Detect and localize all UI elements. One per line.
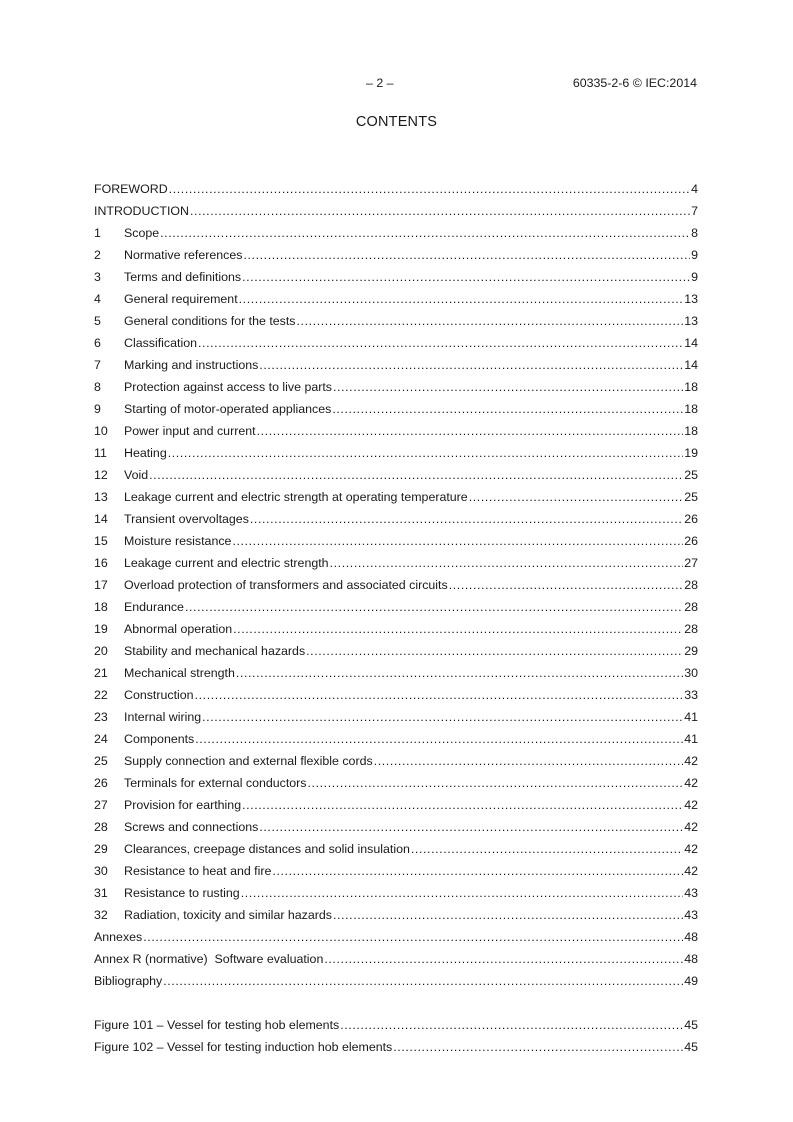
dot-leader [243,244,690,266]
toc-entry[interactable] [94,750,698,772]
toc-entry[interactable] [94,200,698,222]
toc-entry[interactable] [94,860,698,882]
toc-entry-label: Classification [124,336,197,350]
toc-entry-label: Terms and definitions [124,270,242,284]
toc-entry-page: 14 [684,336,698,350]
toc-entry-label: Resistance to heat and fire [124,864,272,878]
dot-leader [241,882,684,904]
dot-leader [411,838,683,860]
toc-entry-number: 7 [94,358,101,372]
toc-entry[interactable] [94,222,698,244]
toc-entry-number: 8 [94,380,101,394]
toc-entry[interactable] [94,794,698,816]
toc-entry[interactable] [94,772,698,794]
toc-entry[interactable] [94,354,698,376]
toc-entry-number: 5 [94,314,101,328]
page-number-marker: – 2 – [366,76,394,90]
toc-entry-number: 22 [94,688,108,702]
toc-entry-label: Abnormal operation [124,622,233,636]
document-reference: 60335-2-6 © IEC:2014 [572,76,697,90]
toc-entry-label: Annexes [94,930,143,944]
toc-entry-number: 31 [94,886,108,900]
toc-entry-number: 6 [94,336,101,350]
toc-entry[interactable] [94,706,698,728]
toc-entry-label: Resistance to rusting [124,886,240,900]
toc-entry-label: Supply connection and external flexible cords [124,754,373,768]
dot-leader [250,508,683,530]
toc-entry[interactable] [94,574,698,596]
dot-leader [168,442,683,464]
section-spacer [94,992,698,1014]
dot-leader [169,178,690,200]
figure-entry[interactable] [94,1036,698,1058]
page-title: CONTENTS [355,114,438,130]
toc-entry-label: Protection against access to live parts [124,380,332,394]
toc-entry-label: Scope [124,226,160,240]
dot-leader [149,464,683,486]
toc-entry-page: 43 [684,908,698,922]
toc-entry-page: 48 [684,952,698,966]
dot-leader [469,486,684,508]
dot-leader [333,904,683,926]
toc-entry-label: Radiation, toxicity and similar hazards [124,908,332,922]
figure-list [94,1014,698,1058]
toc-entry[interactable] [94,728,698,750]
toc-entry[interactable] [94,376,698,398]
toc-entry-label: Endurance [124,600,184,614]
toc-entry-page: 13 [684,292,698,306]
toc-entry-page: 26 [684,534,698,548]
dot-leader [259,354,683,376]
dot-leader [160,222,690,244]
toc-entry-page: 42 [684,820,698,834]
toc-entry-number: 17 [94,578,108,592]
toc-entry-number: 20 [94,644,108,658]
dot-leader [239,288,684,310]
toc-entry-label: Components [124,732,195,746]
toc-entry-page: 27 [684,556,698,570]
toc-entry-label: Starting of motor-operated appliances [124,402,332,416]
toc-entry-page: 48 [684,930,698,944]
toc-entry-number: 2 [94,248,101,262]
table-of-contents [94,178,698,1058]
toc-entry-page: 18 [684,424,698,438]
toc-entry-page: 9 [691,248,698,262]
toc-entry-label: Screws and connections [124,820,259,834]
figure-entry[interactable] [94,1014,698,1036]
toc-entry-label: Annex R (normative) Software evaluation [94,952,324,966]
toc-entry-page: 42 [684,842,698,856]
toc-entry[interactable] [94,508,698,530]
toc-entry-page: 7 [691,204,698,218]
toc-entry-page: 42 [684,798,698,812]
figure-entry-page: 45 [684,1018,698,1032]
toc-entry-number: 1 [94,226,101,240]
dot-leader [272,860,683,882]
toc-entry-number: 4 [94,292,101,306]
toc-entry-number: 28 [94,820,108,834]
toc-entry-number: 11 [94,446,107,460]
toc-entry[interactable] [94,266,698,288]
toc-entry-page: 28 [684,600,698,614]
toc-entry-page: 25 [684,490,698,504]
toc-entry-label: Transient overvoltages [124,512,249,526]
toc-entry-label: Stability and mechanical hazards [124,644,306,658]
toc-entry-label: General requirement [124,292,238,306]
toc-entry-number: 27 [94,798,108,812]
toc-entry-number: 25 [94,754,108,768]
dot-leader [374,750,684,772]
toc-entry-page: 30 [684,666,698,680]
dot-leader [198,332,683,354]
toc-entry-page: 26 [684,512,698,526]
toc-entry[interactable] [94,552,698,574]
dot-leader [340,1014,683,1036]
toc-entry[interactable] [94,288,698,310]
toc-entry-page: 42 [684,754,698,768]
dot-leader [195,684,684,706]
figure-entry-label: Figure 101 – Vessel for testing hob elements [94,1018,340,1032]
toc-entry-page: 29 [684,644,698,658]
toc-entry-page: 25 [684,468,698,482]
toc-entry-page: 28 [684,578,698,592]
toc-entry[interactable] [94,596,698,618]
toc-entry-label: Leakage current and electric strength at operating temperature [124,490,468,504]
toc-entry-number: 19 [94,622,108,636]
toc-entry-page: 41 [684,710,698,724]
toc-entry-label: Terminals for external conductors [124,776,307,790]
toc-entry[interactable] [94,838,698,860]
toc-entry-page: 28 [684,622,698,636]
toc-entry-number: 26 [94,776,108,790]
dot-leader [324,948,683,970]
toc-entries [94,178,698,992]
toc-entry[interactable] [94,662,698,684]
toc-entry-number: 13 [94,490,108,504]
toc-entry-label: General conditions for the tests [124,314,296,328]
toc-entry-number: 21 [94,666,108,680]
dot-leader [332,398,683,420]
dot-leader [242,794,683,816]
dot-leader [297,310,684,332]
toc-entry-page: 14 [684,358,698,372]
toc-entry-label: Internal wiring [124,710,202,724]
toc-entry[interactable] [94,882,698,904]
dot-leader [236,662,683,684]
toc-entry-number: 32 [94,908,108,922]
dot-leader [163,970,683,992]
toc-entry[interactable] [94,332,698,354]
toc-entry-page: 42 [684,864,698,878]
toc-entry[interactable] [94,816,698,838]
toc-entry-label: Power input and current [124,424,256,438]
toc-entry-number: 9 [94,402,101,416]
toc-entry-page: 43 [684,886,698,900]
dot-leader [242,266,690,288]
toc-entry-number: 24 [94,732,108,746]
dot-leader [257,420,684,442]
dot-leader [233,618,683,640]
toc-entry[interactable] [94,904,698,926]
toc-entry-label: Moisture resistance [124,534,232,548]
toc-entry-label: Leakage current and electric strength [124,556,329,570]
toc-entry[interactable] [94,970,698,992]
toc-entry-label: Construction [124,688,194,702]
toc-entry[interactable] [94,618,698,640]
toc-entry-page: 18 [684,402,698,416]
dot-leader [185,596,683,618]
toc-entry-label: Mechanical strength [124,666,235,680]
toc-entry[interactable] [94,442,698,464]
dot-leader [190,200,690,222]
toc-entry[interactable] [94,926,698,948]
dot-leader [143,926,683,948]
toc-entry[interactable] [94,310,698,332]
toc-entry-page: 4 [691,182,698,196]
toc-entry[interactable] [94,948,698,970]
toc-entry-label: Provision for earthing [124,798,242,812]
toc-entry-label: Bibliography [94,974,163,988]
toc-entry-page: 42 [684,776,698,790]
dot-leader [195,728,683,750]
toc-entry-number: 14 [94,512,108,526]
toc-entry-number: 16 [94,556,108,570]
toc-entry-label: Normative references [124,248,243,262]
toc-entry-label: Clearances, creepage distances and solid insulation [124,842,410,856]
toc-entry[interactable] [94,486,698,508]
toc-entry-page: 13 [684,314,698,328]
toc-entry-number: 29 [94,842,108,856]
toc-entry-page: 41 [684,732,698,746]
toc-entry-label: Marking and instructions [124,358,259,372]
toc-entry-page: 8 [691,226,698,240]
toc-entry-label: Void [124,468,149,482]
toc-entry-number: 10 [94,424,108,438]
dot-leader [393,1036,683,1058]
toc-entry[interactable] [94,398,698,420]
toc-entry-label: Overload protection of transformers and associated circuits [124,578,448,592]
toc-entry-number: 18 [94,600,108,614]
toc-entry-number: 15 [94,534,108,548]
figure-entry-label: Figure 102 – Vessel for testing induction hob elements [94,1040,393,1054]
dot-leader [202,706,683,728]
toc-entry[interactable] [94,640,698,662]
dot-leader [259,816,683,838]
toc-entry[interactable] [94,684,698,706]
toc-entry-number: 12 [94,468,108,482]
toc-entry-label: FOREWORD [94,182,168,196]
toc-entry-page: 49 [684,974,698,988]
toc-entry-page: 19 [684,446,698,460]
toc-entry[interactable] [94,420,698,442]
toc-entry-page: 18 [684,380,698,394]
toc-entry-label: INTRODUCTION [94,204,189,218]
figure-entry-page: 45 [684,1040,698,1054]
dot-leader [306,640,683,662]
dot-leader [308,772,684,794]
toc-entry-number: 3 [94,270,101,284]
toc-entry-page: 33 [684,688,698,702]
toc-entry-number: 30 [94,864,108,878]
toc-entry[interactable] [94,530,698,552]
toc-entry[interactable] [94,178,698,200]
toc-entry[interactable] [94,464,698,486]
toc-entry-number: 23 [94,710,108,724]
dot-leader [449,574,684,596]
dot-leader [333,376,683,398]
toc-entry-page: 9 [691,270,698,284]
toc-entry-label: Heating [124,446,167,460]
toc-entry[interactable] [94,244,698,266]
dot-leader [232,530,683,552]
dot-leader [330,552,684,574]
